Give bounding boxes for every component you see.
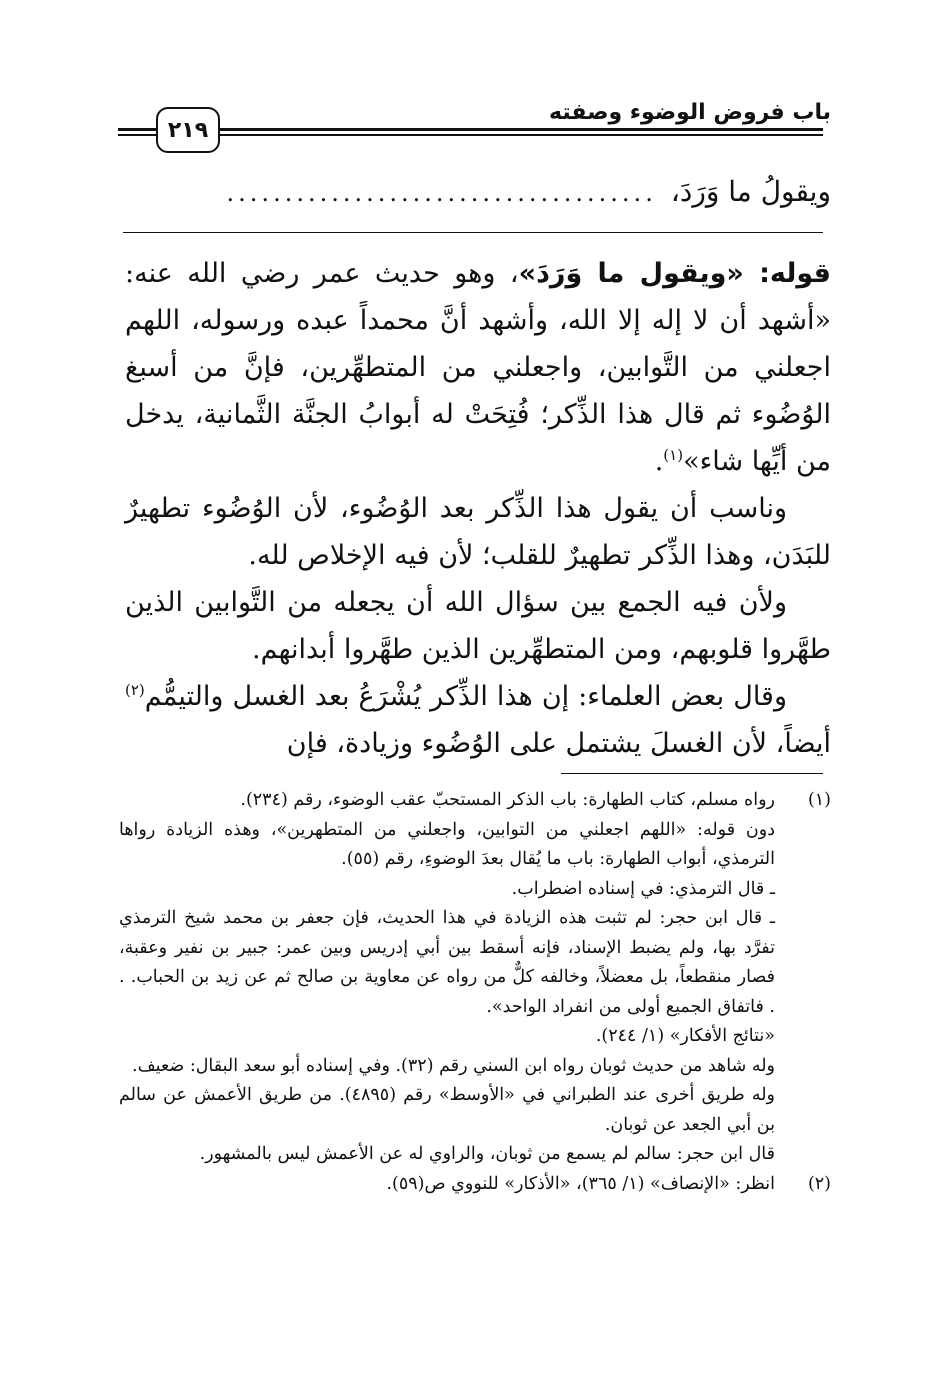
- commentary: [125, 250, 831, 767]
- footnote-line: انظر: «الإنصاف» (١/ ٣٦٥)، «الأذكار» للنووي ص(٥٩).: [386, 1173, 775, 1194]
- footnote-line: رواه مسلم، كتاب الطهارة: باب الذكر المستحبّ عقب الوضوء، رقم (٢٣٤).: [240, 790, 775, 810]
- matn-text: ويقولُ ما وَرَدَ،: [670, 175, 831, 208]
- running-title: باب فروض الوضوء وصفته: [549, 100, 831, 125]
- header-rule-right-top: [220, 128, 823, 131]
- paragraph-3: ولأن فيه الجمع بين سؤال الله أن يجعله من التَّوابين الذين طهَّروا قلوبهم، ومن المتطهِّرين الذين طهَّروا أبدانهم.: [125, 587, 831, 665]
- paragraph-1: [125, 250, 831, 485]
- footnote-line: ـ قال الترمذي: في إسناده اضطراب.: [511, 878, 775, 899]
- quoted-phrase: قوله: «ويقول ما وَرَدَ»: [518, 258, 831, 289]
- footnote-line: قال ابن حجر: سالم لم يسمع من ثوبان، والراوي له عن الأعمش ليس بالمشهور.: [199, 1144, 775, 1164]
- paragraph-1-end: .: [654, 446, 664, 477]
- footnote-2: [119, 1170, 831, 1200]
- paragraph-4-text-a: وقال بعض العلماء: إن هذا الذِّكر يُشْرَعُ بعد الغسل والتيمُّم: [144, 681, 787, 712]
- paragraph-2: وناسب أن يقول هذا الذِّكر بعد الوُضُوء، لأن الوُضُوء تطهيرٌ للبَدَن، وهذا الذِّكر تطهيرٌ للقلب؛ لأن فيه الإخلاص لله.: [125, 493, 831, 571]
- footnote-number: (١): [807, 790, 831, 810]
- footnote-line: «نتائج الأفكار» (١/ ٢٤٤).: [595, 1026, 775, 1046]
- paragraph-4-text-b: أيضاً، لأن الغسلَ يشتمل على الوُضُوء وزيادة، فإن: [286, 728, 831, 759]
- footnote-line: دون قوله: «اللهم اجعلني من التوابين، واجعلني من المتطهرين»، وهذه الزيادة رواها الترمذي، أبواب الطهارة: باب ما يُقال بعدَ الوضوءِ، رقم (٥٥).: [119, 819, 775, 869]
- paragraph-4: [125, 673, 831, 767]
- footnote-line: ـ قال ابن حجر: لم تثبت هذه الزيادة في هذا الحديث، فإن جعفر بن محمد شيخ الترمذي تفرَّد بها، ولم يضبط الإسناد، فإنه أسقط بين أبي إدريس وبين عمر: جبير بن نفير وعقبة، فصار منقطعاً، بل معضلاً، وخالفه كلٌّ من رواه عن معاوية بن صالح ثم عن زيد بن الحباب. . . فاتفاق الجميع أولى من انفراد الواحد».: [119, 908, 775, 1017]
- header-rule-right-bottom: [220, 134, 823, 136]
- matn-line: [126, 172, 831, 213]
- matn-separator: [123, 232, 823, 233]
- footnote-ref-2[interactable]: (٢): [125, 681, 145, 699]
- page-number: ٢١٩: [156, 107, 220, 153]
- footnote-body: [119, 786, 775, 1170]
- header-rule-left-top: [118, 128, 156, 131]
- footnote-number: (٢): [807, 1173, 831, 1194]
- paragraph-1-text: ، وهو حديث عمر رضي الله عنه: «أشهد أن لا إله إلا الله، وأشهد أنَّ محمداً عبده ورسوله، اللهم اجعلني من التَّوابين، واجعلني من المتطهِّرين، فإنَّ من أسبغ الوُضُوء ثم قال هذا الذِّكر؛ فُتِحَتْ له أبوابُ الجنَّة الثَّمانية، يدخل من أيِّها شاء»: [125, 258, 831, 477]
- footnotes: [119, 786, 831, 1199]
- footnote-body: [119, 1170, 775, 1200]
- footnote-separator: [561, 773, 823, 774]
- footnote-1: [119, 786, 831, 1170]
- footnote-ref-1[interactable]: (١): [663, 446, 684, 464]
- footnote-line: وله شاهد من حديث ثوبان رواه ابن السني رقم (٣٢). وفي إسناده أبو سعد البقال: ضعيف.: [132, 1055, 775, 1076]
- matn-dots: .....................................: [226, 179, 657, 207]
- header-rule-left-bottom: [118, 134, 156, 136]
- footnote-line: وله طريق أخرى عند الطبراني في «الأوسط» رقم (٤٨٩٥). من طريق الأعمش عن سالم بن أبي الجعد عن ثوبان.: [119, 1085, 775, 1135]
